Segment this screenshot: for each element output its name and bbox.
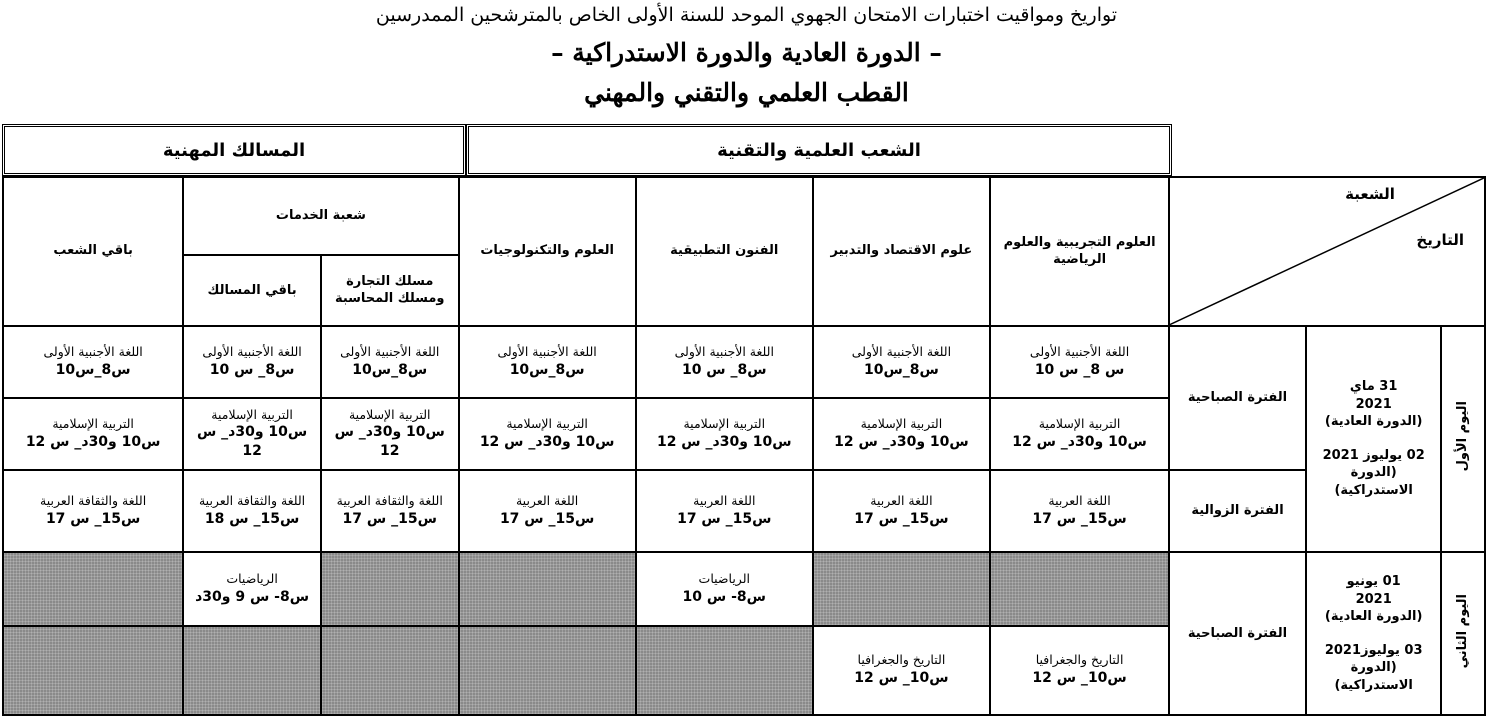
subject: اللغة الأجنبية الأولى (1029, 343, 1130, 359)
day1-cell (3, 326, 183, 398)
col-header-other-branches: باقي الشعب (3, 177, 183, 326)
day2-label: اليوم الثاني (1455, 593, 1471, 669)
day1-cell (321, 326, 459, 398)
subject: اللغة الأجنبية الأولى (851, 343, 952, 359)
time: س10 و30د_ س 12 (334, 424, 445, 460)
col-header-applied-arts: الفنون التطبيقية (636, 177, 813, 326)
subject: التاريخ والجغرافيا (1035, 652, 1124, 668)
day1-cell (459, 470, 636, 552)
exam-schedule-table (2, 176, 1486, 716)
day1-cell (813, 470, 990, 552)
doc-title-line2: – الدورة العادية والدورة الاستدراكية – (551, 38, 942, 67)
subject: التربية الإسلامية (683, 416, 766, 432)
subject: التربية الإسلامية (860, 416, 943, 432)
day2-cell (990, 626, 1169, 715)
shaded-cell (3, 626, 183, 715)
subject: اللغة الأجنبية الأولى (497, 343, 597, 359)
time: س10_ س 12 (1032, 670, 1127, 687)
group-professional-label: المسالك المهنية (162, 139, 306, 161)
day2-label-cell (1441, 552, 1485, 715)
day1-cell (183, 326, 321, 398)
group-professional (2, 124, 466, 176)
day1-date2-session: (الدورة (1350, 465, 1397, 481)
doc-title-line3: القطب العلمي والتقني والمهني (584, 78, 909, 107)
subject: التربية الإسلامية (211, 406, 293, 422)
day2-date1-year: 2021 (1355, 591, 1392, 607)
time: س15_ س 17 (677, 511, 772, 528)
day2-date2-session2: الاستدراكية) (1334, 677, 1413, 693)
subject: اللغة العربية (1048, 493, 1111, 509)
corner-branch-label: الشعبة (1345, 185, 1395, 203)
day2-date2: 03 يوليوز2021 (1324, 642, 1423, 658)
day1-cell (321, 398, 459, 470)
time: س8- س 9 و30د (195, 588, 310, 605)
time: س10 و30د_ س 12 (25, 433, 161, 450)
subject: الرياضيات (226, 571, 278, 587)
shaded-cell (990, 552, 1169, 625)
day2-date2-session: (الدورة (1350, 660, 1397, 676)
day1-row-1 (3, 326, 1485, 398)
subject: اللغة الأجنبية الأولى (202, 343, 302, 359)
subject: التربية الإسلامية (52, 416, 134, 432)
col-header-sci-tech: العلوم والتكنولوجيات (459, 177, 636, 326)
time: س15_ س 17 (45, 511, 141, 528)
day1-cell (3, 470, 183, 552)
subject: التاريخ والجغرافيا (857, 652, 946, 668)
subject: اللغة الأجنبية الأولى (43, 343, 143, 359)
shaded-cell (636, 626, 813, 715)
group-scientific-label: الشعب العلمية والتقنية (717, 139, 921, 161)
day1-cell (990, 470, 1169, 552)
day1-cell (3, 398, 183, 470)
day1-date2: 02 يوليوز 2021 (1322, 447, 1425, 463)
subject: اللغة والثقافة العربية (40, 493, 147, 509)
time: س15_ س 17 (1032, 511, 1127, 528)
day1-cell (321, 470, 459, 552)
day1-cell (813, 326, 990, 398)
day1-morning: الفترة الصباحية (1169, 326, 1306, 471)
day1-label-cell (1441, 326, 1485, 553)
day1-cell (183, 398, 321, 470)
day1-cell (636, 398, 813, 470)
day1-afternoon: الفترة الزوالية (1169, 470, 1306, 552)
day1-label: اليوم الأول (1455, 400, 1471, 472)
day1-cell (636, 326, 813, 398)
day1-cell (990, 398, 1169, 470)
subject: اللغة الأجنبية الأولى (674, 343, 774, 359)
day2-cell (636, 552, 813, 625)
day1-date1-year: 2021 (1355, 396, 1392, 412)
time: س8- س 10 (682, 588, 766, 605)
day2-date-cell (1306, 552, 1442, 715)
day1-cell (459, 326, 636, 398)
col-header-services: شعبة الخدمات (183, 177, 458, 255)
col-header-exp-math: العلوم التجريبية والعلوم الرياضية (990, 177, 1169, 326)
time: س8_ س 10 (681, 361, 767, 378)
day2-row-1 (3, 552, 1485, 625)
time: س8_س10 (55, 361, 131, 378)
group-scientific (466, 124, 1172, 176)
subject: الرياضيات (698, 571, 750, 587)
day1-cell (459, 398, 636, 470)
time: س10 و30د_ س 12 (656, 433, 792, 450)
subject: اللغة العربية (515, 493, 579, 509)
time: س10_ س 12 (854, 670, 949, 687)
subject: اللغة الأجنبية الأولى (340, 343, 440, 359)
subject: اللغة العربية (870, 493, 933, 509)
time: س15_ س 18 (204, 511, 300, 528)
col-header-economics: علوم الاقتصاد والتدبير (813, 177, 990, 326)
time: س 8_ س 10 (1034, 361, 1125, 378)
subject: اللغة العربية (693, 493, 756, 509)
day1-date2-session2: الاستدراكية) (1334, 483, 1413, 499)
time: س10 و30د_ س 12 (479, 433, 615, 450)
time: س8_ س 10 (209, 361, 295, 378)
subject: اللغة والثقافة العربية (336, 493, 443, 509)
day2-morning: الفترة الصباحية (1169, 552, 1306, 715)
time: س10 و30د_ س 12 (834, 433, 969, 450)
corner-cell (1169, 177, 1485, 326)
time: س10 و30د_ س 12 (1012, 433, 1147, 450)
day1-date1: 31 ماي (1349, 379, 1398, 395)
shaded-cell (813, 552, 990, 625)
diagonal-line (1170, 178, 1484, 325)
day2-date1-session: (الدورة العادية) (1324, 609, 1423, 625)
doc-title-line1: تواريخ ومواقيت اختبارات الامتحان الجهوي الموحد للسنة الأولى الخاص بالمترشحين الممدرسين (375, 4, 1118, 26)
time: س15_ س 17 (499, 511, 595, 528)
time: س8_س10 (352, 361, 428, 378)
day1-cell (636, 470, 813, 552)
day2-date1: 01 يونيو (1346, 574, 1401, 590)
col-header-commerce: مسلك التجارة ومسلك المحاسبة (321, 255, 459, 325)
subject: التربية الإسلامية (506, 416, 588, 432)
shaded-cell (183, 626, 321, 715)
col-header-other-tracks: باقي المسالك (183, 255, 321, 325)
day1-cell (183, 470, 321, 552)
day2-cell (813, 626, 990, 715)
time: س15_ س 17 (854, 511, 949, 528)
subject: التربية الإسلامية (1038, 416, 1121, 432)
subject: اللغة والثقافة العربية (198, 493, 306, 509)
subject: التربية الإسلامية (348, 406, 431, 422)
time: س15_ س 17 (342, 511, 437, 528)
day1-date1-session: (الدورة العادية) (1324, 414, 1423, 430)
time: س8_س10 (863, 361, 939, 378)
day2-cell (183, 552, 321, 625)
shaded-cell (321, 626, 459, 715)
day1-cell (813, 398, 990, 470)
corner-date-label: التاريخ (1416, 231, 1464, 249)
shaded-cell (3, 552, 183, 625)
time: س8_س10 (509, 361, 585, 378)
time: س10 و30د_ س 12 (196, 424, 308, 460)
day1-cell (990, 326, 1169, 398)
shaded-cell (459, 552, 636, 625)
shaded-cell (321, 552, 459, 625)
day1-row-3 (3, 470, 1485, 552)
day1-date-cell (1306, 326, 1442, 553)
shaded-cell (459, 626, 636, 715)
